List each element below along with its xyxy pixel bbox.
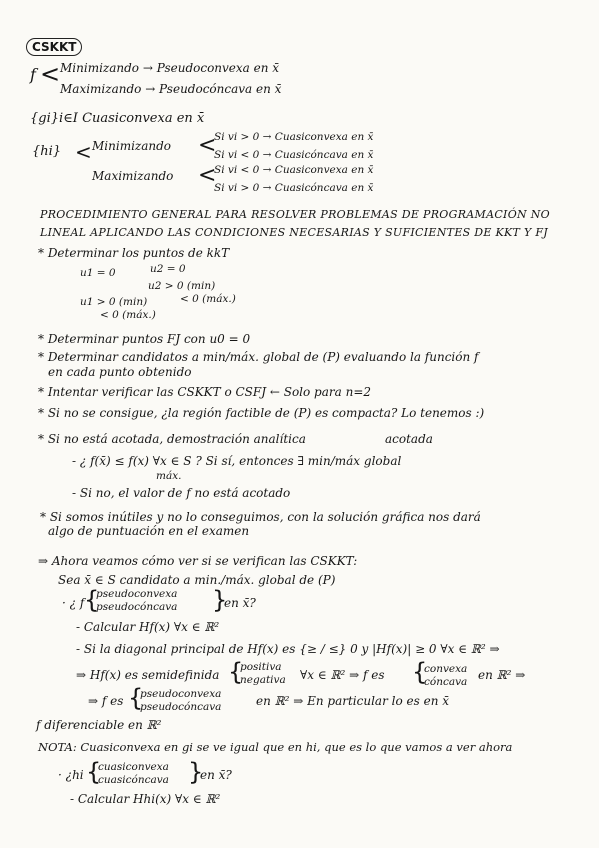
bullet-compacta: * Si no se consigue, ¿la región factible de (P) es compacta? Lo tenemos :) xyxy=(38,406,485,420)
brace-hi-min: < xyxy=(198,133,217,158)
hf-semidef: ⇒ Hf(x) es semidefinida xyxy=(76,668,220,682)
u1-neg: < 0 (máx.) xyxy=(100,309,156,321)
q-f-en: en x̄? xyxy=(224,596,256,610)
ahora-veamos: ⇒ Ahora veamos cómo ver si se verifican las CSKKT: xyxy=(38,554,358,568)
u2-zero: u2 = 0 xyxy=(150,263,186,275)
q-hi-cuasiconvexa: cuasiconvexa xyxy=(98,761,169,773)
f-symbol: f xyxy=(30,65,36,84)
bullet-kkt: * Determinar los puntos de kkT xyxy=(38,246,230,260)
u1-zero: u1 = 0 xyxy=(80,267,116,279)
line-min-pseudoconvexa: Minimizando → Pseudoconvexa en x̄ xyxy=(60,61,280,75)
brace-conv: { xyxy=(412,658,428,686)
hf-negativa: negativa xyxy=(240,674,286,686)
bullet-verificar: * Intentar verificar las CSKKT o CSFJ ← Solo para n=2 xyxy=(38,385,372,399)
hi-maximizando: Maximizando xyxy=(92,169,174,183)
brace-f: < xyxy=(40,60,61,88)
brace-pseudo: { xyxy=(128,684,144,712)
u2-pos: u2 > 0 (min) xyxy=(148,280,216,292)
f-en-r2: en ℝ² ⇒ xyxy=(478,668,526,682)
q-f-label: · ¿ f xyxy=(62,596,85,610)
q-hi-cuasiconcava: cuasicóncava xyxy=(98,774,169,786)
en-particular: en ℝ² ⇒ En particular lo es en x̄ xyxy=(256,694,450,708)
bullet-grafica: * Si somos inútiles y no lo conseguimos, con la solución gráfica nos dará xyxy=(40,510,481,524)
f-es: ⇒ f es xyxy=(88,694,124,708)
f-convexa: convexa xyxy=(424,663,468,675)
hi-symbol: {hi} xyxy=(32,144,62,159)
brace-f-q: { xyxy=(84,586,100,614)
bullet-fj: * Determinar puntos FJ con u0 = 0 xyxy=(38,332,251,346)
q-f-pseudoconcava: pseudocóncava xyxy=(96,601,178,613)
bullet-analitica: - ¿ f(x̄) ≤ f(x) ∀x ∈ S ? Si sí, entonces ∃ min/máx global xyxy=(72,454,402,468)
line-hi-max-2: Si vi > 0 → Cuasicóncava en x̄ xyxy=(214,182,374,194)
brace-f-q-close: } xyxy=(212,586,228,614)
diag-hf: - Si la diagonal principal de Hf(x) es {≥ / ≤} 0 y |Hf(x)| ≥ 0 ∀x ∈ ℝ² ⇒ xyxy=(76,642,500,656)
calc-hf: - Calcular Hf(x) ∀x ∈ ℝ² xyxy=(76,620,220,634)
sea-x: Sea x̄ ∈ S candidato a min./máx. global de (P) xyxy=(58,573,336,587)
line-gi-cuasiconvexa: {gi}i∈I Cuasiconvexa en x̄ xyxy=(30,111,205,126)
q-hi-label: · ¿hi xyxy=(58,768,84,782)
bullet-no-acotado: - Si no, el valor de f no está acotado xyxy=(72,486,291,500)
u1-pos: u1 > 0 (min) xyxy=(80,296,148,308)
q-hi-en: en x̄? xyxy=(200,768,232,782)
q-f-pseudoconvexa: pseudoconvexa xyxy=(96,588,178,600)
bullet-grafica-cont: algo de puntuación en el examen xyxy=(48,524,250,538)
bullet-no-acotada: * Si no está acotada, demostración analítica xyxy=(38,432,306,446)
acotada-note: acotada xyxy=(385,432,433,446)
brace-hi-q: { xyxy=(86,758,102,786)
f-pseudoconcava: pseudocóncava xyxy=(140,701,222,713)
brace-hi: < xyxy=(75,140,92,164)
calc-hhi: - Calcular Hhi(x) ∀x ∈ ℝ² xyxy=(70,792,221,806)
cskkt-badge: CSKKT xyxy=(26,38,82,56)
line-hi-min-2: Si vi < 0 → Cuasicóncava en x̄ xyxy=(214,149,374,161)
line-hi-min-1: Si vi > 0 → Cuasiconvexa en x̄ xyxy=(214,131,374,143)
heading-line-1: PROCEDIMIENTO GENERAL PARA RESOLVER PROBLEMAS DE PROGRAMACIÓN NO xyxy=(40,208,550,221)
nota: NOTA: Cuasiconvexa en gi se ve igual que en hi, que es lo que vamos a ver ahora xyxy=(38,740,513,754)
max-note: máx. xyxy=(156,470,182,482)
brace-hi-max: < xyxy=(198,163,217,188)
f-concava: cóncava xyxy=(424,676,468,688)
hf-positiva: positiva xyxy=(240,661,282,673)
bullet-candidatos: * Determinar candidatos a min/máx. global de (P) evaluando la función f xyxy=(38,350,479,364)
line-max-pseudoconcava: Maximizando → Pseudocóncava en x̄ xyxy=(60,82,282,96)
brace-def: { xyxy=(228,658,244,686)
heading-line-2: LINEAL APLICANDO LAS CONDICIONES NECESARIAS Y SUFICIENTES DE KKT Y FJ xyxy=(40,226,548,239)
brace-hi-q-close: } xyxy=(188,758,204,786)
f-diferenciable: f diferenciable en ℝ² xyxy=(36,718,162,732)
u2-neg: < 0 (máx.) xyxy=(180,293,236,305)
hf-fes: ∀x ∈ ℝ² ⇒ f es xyxy=(300,668,385,682)
hi-minimizando: Minimizando xyxy=(92,139,172,153)
line-hi-max-1: Si vi < 0 → Cuasiconvexa en x̄ xyxy=(214,164,374,176)
f-pseudoconvexa: pseudoconvexa xyxy=(140,688,222,700)
bullet-candidatos-cont: en cada punto obtenido xyxy=(48,365,192,379)
